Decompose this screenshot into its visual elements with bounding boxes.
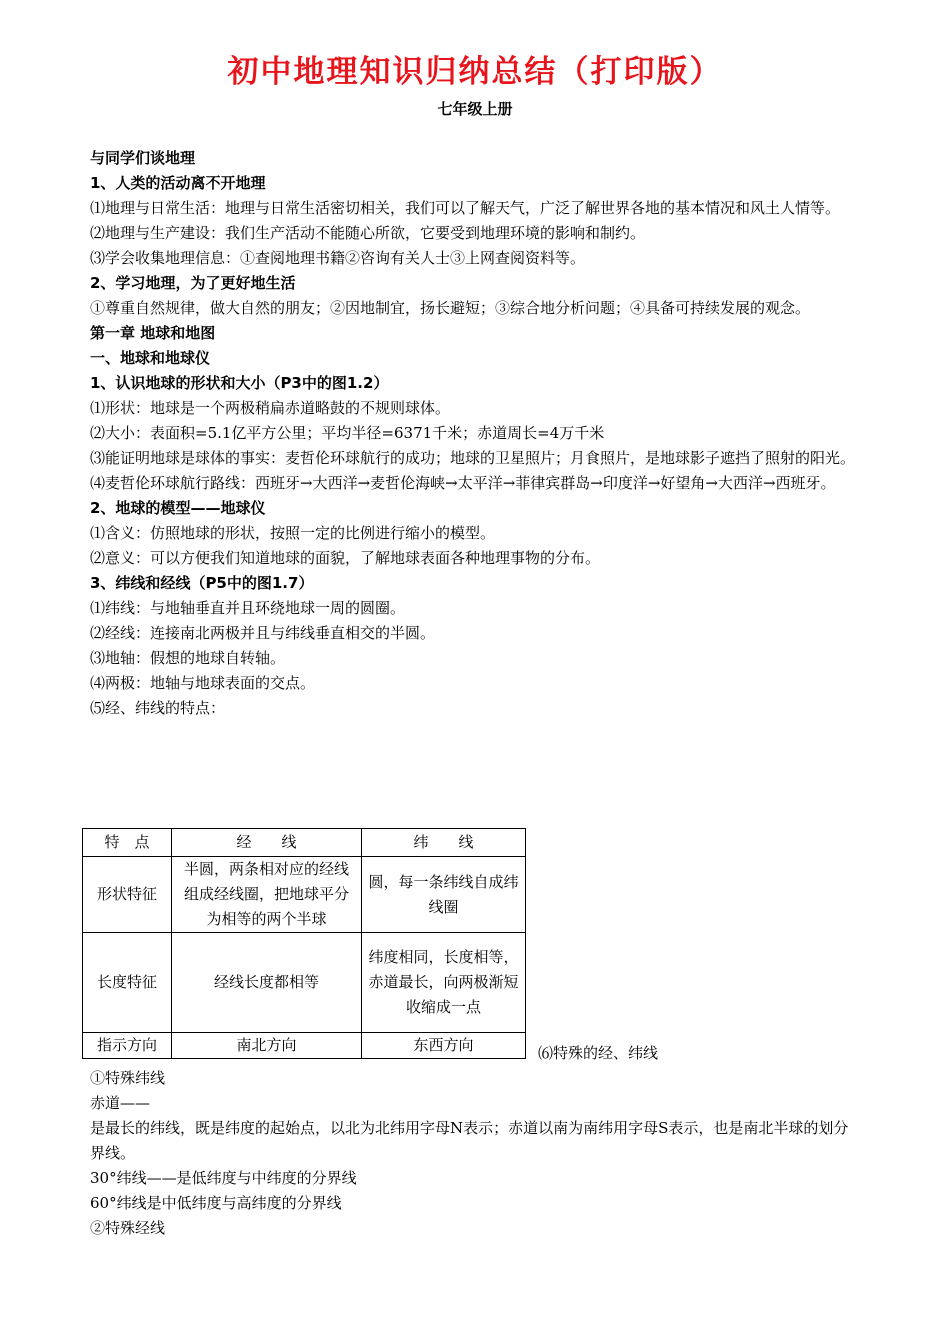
- paragraph: ⑴纬线：与地轴垂直并且环绕地球一周的圆圈。: [90, 599, 406, 617]
- table-cell: 半圆，两条相对应的经线组成经线圈，把地球平分为相等的两个半球: [172, 857, 362, 933]
- table-cell: 圆，每一条纬线自成纬线圈: [362, 857, 526, 933]
- paragraph: ⑵地理与生产建设：我们生产活动不能随心所欲，它要受到地理环境的影响和制约。: [90, 224, 646, 242]
- table-cell: 长度特征: [83, 933, 172, 1033]
- heading-globe-model: 2、地球的模型——地球仪: [90, 499, 266, 517]
- paragraph: ⑷两极：地轴与地球表面的交点。: [90, 674, 316, 692]
- paragraph: ⑵意义：可以方便我们知道地球的面貌，了解地球表面各种地理事物的分布。: [90, 549, 601, 567]
- table-row: [83, 857, 526, 933]
- table-header: 特 点: [83, 829, 172, 857]
- paragraph: ⑶地轴：假想的地球自转轴。: [90, 649, 286, 667]
- paragraph: ⑴地理与日常生活：地理与日常生活密切相关，我们可以了解天气，广泛了解世界各地的基本情况和风土人情等。: [90, 199, 841, 217]
- table-header-row: [83, 829, 526, 857]
- heading-earth-globe: 一、地球和地球仪: [90, 349, 211, 367]
- paragraph: ⑷麦哲伦环球航行路线：西班牙→大西洋→麦哲伦海峡→太平洋→菲律宾群岛→印度洋→好望角→大西洋→西班牙。: [90, 474, 836, 492]
- table-cell: 指示方向: [83, 1033, 172, 1059]
- paragraph: ⑶能证明地球是球体的事实：麦哲伦环球航行的成功；地球的卫星照片；月食照片，是地球影子遮挡了照射的阳光。: [90, 449, 856, 467]
- table-row: [83, 933, 526, 1033]
- paragraph: ⑵大小：表面积=5.1亿平方公里；平均半径=6371千米；赤道周长=4万千米: [90, 424, 605, 442]
- table-header: 经 线: [172, 829, 362, 857]
- paragraph: ⑴形状：地球是一个两极稍扁赤道略鼓的不规则球体。: [90, 399, 451, 417]
- table-cell: 经线长度都相等: [172, 933, 362, 1033]
- table-cell: 纬度相同，长度相等，赤道最长，向两极渐短收缩成一点: [362, 933, 526, 1033]
- paragraph: ⑸经、纬线的特点：: [90, 699, 226, 717]
- body-text: [90, 146, 860, 721]
- paragraph: 赤道——: [90, 1094, 151, 1112]
- paragraph: ②特殊经线: [90, 1219, 166, 1237]
- paragraph: 是最长的纬线，既是纬度的起始点，以北为北纬用字母N表示；赤道以南为南纬用字母S表示，也是南北半球的划分界线。: [90, 1119, 849, 1162]
- table-cell: 形状特征: [83, 857, 172, 933]
- features-table-wrapper: [82, 828, 526, 1059]
- tail-text: [90, 1066, 860, 1241]
- paragraph: 30°纬线——是低纬度与中纬度的分界线: [90, 1169, 357, 1187]
- heading-talk-geography: 与同学们谈地理: [90, 149, 196, 167]
- heading-section-1: 1、人类的活动离不开地理: [90, 174, 266, 192]
- special-lines-note: ⑹特殊的经、纬线: [538, 1044, 659, 1062]
- heading-latitude-longitude: 3、纬线和经线（P5中的图1.7）: [90, 574, 314, 592]
- features-table: [82, 828, 526, 1059]
- table-header: 纬 线: [362, 829, 526, 857]
- paragraph: ⑶学会收集地理信息：①查阅地理书籍②咨询有关人士③上网查阅资料等。: [90, 249, 586, 267]
- document-title: 初中地理知识归纳总结（打印版）: [227, 54, 723, 90]
- paragraph: ⑵经线：连接南北两极并且与纬线垂直相交的半圆。: [90, 624, 436, 642]
- table-cell: 南北方向: [172, 1033, 362, 1059]
- document-subtitle: 七年级上册: [437, 100, 513, 118]
- heading-shape-size: 1、认识地球的形状和大小（P3中的图1.2）: [90, 374, 389, 392]
- heading-chapter-1: 第一章 地球和地图: [90, 324, 216, 342]
- table-cell: 东西方向: [362, 1033, 526, 1059]
- paragraph: ①尊重自然规律，做大自然的朋友；②因地制宜，扬长避短；③综合地分析问题；④具备可持续发展的观念。: [90, 299, 811, 317]
- table-row: [83, 1033, 526, 1059]
- paragraph: 60°纬线是中低纬度与高纬度的分界线: [90, 1194, 342, 1212]
- paragraph: ①特殊纬线: [90, 1069, 166, 1087]
- paragraph: ⑴含义：仿照地球的形状，按照一定的比例进行缩小的模型。: [90, 524, 496, 542]
- heading-section-2: 2、学习地理，为了更好地生活: [90, 274, 296, 292]
